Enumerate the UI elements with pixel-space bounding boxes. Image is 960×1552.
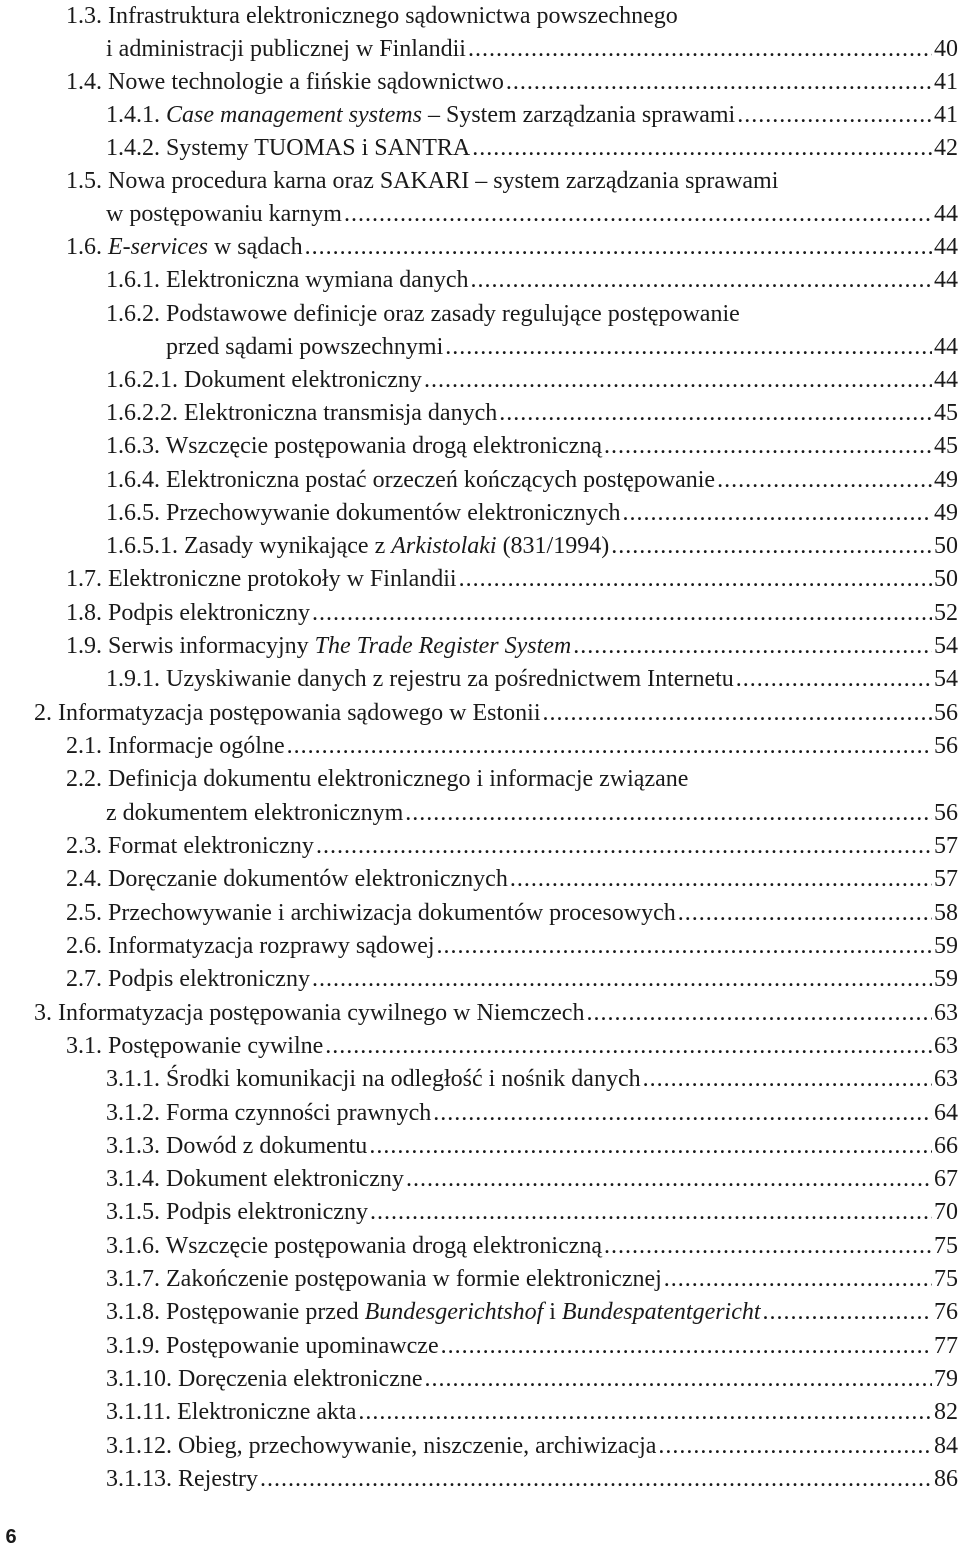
toc-page-number: 56 xyxy=(934,733,958,759)
toc-entry-title-text: Postępowanie przed xyxy=(166,1299,365,1325)
toc-page-number: 42 xyxy=(934,135,958,161)
toc-dot-leader xyxy=(643,1063,932,1096)
toc-entry-title xyxy=(66,763,688,796)
toc-entry xyxy=(0,1196,960,1229)
toc-dot-leader xyxy=(471,264,932,297)
toc-page-number: 59 xyxy=(934,966,958,992)
toc-entry xyxy=(0,1296,960,1329)
toc-entry-title xyxy=(66,730,285,763)
toc-entry-number: 3.1.4. xyxy=(106,1166,160,1192)
toc-entry-title-text: Infrastruktura elektronicznego sądownictwa powszechnego xyxy=(108,3,678,29)
toc-entry-title xyxy=(106,430,602,463)
toc-entry-title xyxy=(106,797,403,830)
toc-entry-title-text: Elektroniczna postać orzeczeń kończących postępowanie xyxy=(166,467,716,493)
toc-entry-number: 3.1.11. xyxy=(106,1399,172,1425)
toc-page-number: 52 xyxy=(934,600,958,626)
toc-entry-number: 2.3. xyxy=(66,833,102,859)
toc-entry-number: 2.4. xyxy=(66,866,102,892)
toc-dot-leader xyxy=(678,897,932,930)
toc-entry-number: 1.4.2. xyxy=(106,135,160,161)
toc-entry xyxy=(0,530,960,563)
toc-entry xyxy=(0,66,960,99)
toc-entry-number: 2.5. xyxy=(66,900,102,926)
toc-page-number: 44 xyxy=(934,367,958,393)
toc-entry-title xyxy=(106,1330,439,1363)
toc-entry-title-text: Wszczęcie postępowania drogą elektroniczną xyxy=(165,1233,603,1259)
toc-page-number: 82 xyxy=(934,1399,958,1425)
toc-page-number: 58 xyxy=(934,900,958,926)
toc-dot-leader xyxy=(287,730,932,763)
toc-entry-title-text: Obieg, przechowywanie, niszczenie, archiwizacja xyxy=(178,1433,657,1459)
toc-entry-title xyxy=(66,630,571,663)
toc-dot-leader xyxy=(499,397,932,430)
toc-entry-title-text: Elektroniczne protokoły w Finlandii xyxy=(108,566,457,592)
toc-dot-leader xyxy=(604,1230,932,1263)
toc-entry-number: 3.1.6. xyxy=(106,1233,160,1259)
toc-dot-leader xyxy=(424,364,932,397)
toc-entry-title xyxy=(106,1097,431,1130)
toc-entry-number: 1.8. xyxy=(66,600,102,626)
toc-entry-title-text: Elektroniczna wymiana danych xyxy=(166,267,469,293)
toc-entry xyxy=(0,697,960,730)
toc-entry xyxy=(0,264,960,297)
toc-entry-title-text: Dowód z dokumentu xyxy=(166,1133,368,1159)
toc-entry-number: 3. xyxy=(34,1000,52,1026)
toc-entry-title xyxy=(106,99,735,132)
toc-page-number: 44 xyxy=(934,334,958,360)
toc-page-number: 67 xyxy=(934,1166,958,1192)
toc-page-number: 44 xyxy=(934,267,958,293)
toc-entry-title-text: przed sądami powszechnymi xyxy=(166,334,444,360)
toc-entry-title-text: Podpis elektroniczny xyxy=(108,966,310,992)
toc-entry-title-text: Informatyzacja postępowania cywilnego w Niemczech xyxy=(58,1000,585,1026)
toc-entry-title xyxy=(106,364,422,397)
toc-entry-number: 1.5. xyxy=(66,168,102,194)
toc-entry-number: 2.7. xyxy=(66,966,102,992)
toc-entry xyxy=(0,663,960,696)
toc-dot-leader xyxy=(737,99,932,132)
toc-entry xyxy=(0,1063,960,1096)
toc-page-number: 84 xyxy=(934,1433,958,1459)
toc-entry xyxy=(0,1463,960,1496)
toc-entry xyxy=(0,797,960,830)
toc-entry xyxy=(0,99,960,132)
toc-entry-title-text: Rejestry xyxy=(178,1466,258,1492)
toc-entry-title xyxy=(166,331,443,364)
toc-entry-number: 3.1.9. xyxy=(106,1333,160,1359)
toc-entry-number: 3.1.1. xyxy=(106,1066,160,1092)
toc-page-number: 57 xyxy=(934,866,958,892)
toc-entry-number: 3.1.7. xyxy=(106,1266,160,1292)
toc-dot-leader xyxy=(510,863,932,896)
toc-dot-leader xyxy=(604,430,932,463)
toc-entry-title xyxy=(66,231,303,264)
toc-page-number: 49 xyxy=(934,467,958,493)
toc-entry-title-text: Informatyzacja rozprawy sądowej xyxy=(108,933,435,959)
toc-entry-title-text: Środki komunikacji na odległość i nośnik danych xyxy=(166,1066,641,1092)
toc-page-number: 70 xyxy=(934,1199,958,1225)
toc-entry-title-text: Podstawowe definicje oraz zasady regulujące postępowanie xyxy=(166,301,740,327)
toc-entry-title-text: Dokument elektroniczny xyxy=(184,367,422,393)
toc-entry xyxy=(0,132,960,165)
toc-entry xyxy=(0,430,960,463)
toc-dot-leader xyxy=(468,33,932,66)
toc-entry-title xyxy=(34,997,584,1030)
toc-entry-title xyxy=(106,1463,258,1496)
toc-entry-number: 2.1. xyxy=(66,733,102,759)
toc-entry-title xyxy=(106,1163,404,1196)
toc-entry-title xyxy=(106,397,497,430)
toc-entry-title xyxy=(66,597,310,630)
toc-page-number: 77 xyxy=(934,1333,958,1359)
toc-dot-leader xyxy=(506,66,932,99)
toc-entry-title-text: Informacje ogólne xyxy=(108,733,285,759)
toc-dot-leader xyxy=(433,1097,932,1130)
toc-dot-leader xyxy=(573,630,932,663)
toc-entry-number: 1.6.2.1. xyxy=(106,367,178,393)
toc-dot-leader xyxy=(664,1263,932,1296)
toc-dot-leader xyxy=(611,530,932,563)
toc-page-number: 64 xyxy=(934,1100,958,1126)
toc-entry-title-italic: Case management systems xyxy=(166,102,422,128)
toc-entry xyxy=(0,165,960,198)
toc-dot-leader xyxy=(316,830,932,863)
toc-entry-number: 1.3. xyxy=(66,3,102,29)
toc-page-number: 79 xyxy=(934,1366,958,1392)
toc-entry-title xyxy=(66,66,504,99)
toc-dot-leader xyxy=(260,1463,932,1496)
toc-page-number: 41 xyxy=(934,69,958,95)
toc-page-number: 57 xyxy=(934,833,958,859)
toc-dot-leader xyxy=(312,597,932,630)
toc-page-number: 66 xyxy=(934,1133,958,1159)
toc-entry-title xyxy=(66,863,508,896)
toc-entry-number: 2. xyxy=(34,700,52,726)
toc-page-number: 86 xyxy=(934,1466,958,1492)
toc-entry-number: 3.1.3. xyxy=(106,1133,160,1159)
toc-dot-leader xyxy=(472,132,932,165)
toc-entry-title xyxy=(106,663,734,696)
toc-entry xyxy=(0,897,960,930)
toc-entry-title-italic: Arkistolaki xyxy=(391,533,497,559)
toc-entry-title xyxy=(106,1363,423,1396)
toc-entry-title-italic: Bundespatentgericht xyxy=(561,1299,761,1325)
toc-dot-leader xyxy=(425,1363,932,1396)
toc-entry xyxy=(0,730,960,763)
toc-entry-title xyxy=(106,198,342,231)
toc-entry xyxy=(0,397,960,430)
toc-entry-title xyxy=(34,697,541,730)
toc-entry xyxy=(0,1097,960,1130)
toc-dot-leader xyxy=(623,497,932,530)
toc-entry-title xyxy=(66,1030,323,1063)
toc-entry-number: 1.7. xyxy=(66,566,102,592)
toc-entry-number: 1.6.3. xyxy=(106,433,160,459)
toc-entry-number: 3.1.12. xyxy=(106,1433,172,1459)
toc-entry-number: 1.6.5. xyxy=(106,500,160,526)
toc-entry xyxy=(0,464,960,497)
toc-entry-title-text: Przechowywanie i archiwizacja dokumentów procesowych xyxy=(108,900,676,926)
toc-entry xyxy=(0,1230,960,1263)
toc-entry-title xyxy=(106,1430,656,1463)
toc-entry xyxy=(0,763,960,796)
toc-entry-title-text: Wszczęcie postępowania drogą elektroniczną xyxy=(165,433,603,459)
toc-page-number: 75 xyxy=(934,1233,958,1259)
toc-entry xyxy=(0,331,960,364)
toc-page-number: 50 xyxy=(934,566,958,592)
toc-page-number: 76 xyxy=(934,1299,958,1325)
toc-entry-number: 1.4. xyxy=(66,69,102,95)
toc-entry-title-text: Elektroniczne akta xyxy=(177,1399,357,1425)
toc-entry-title-text: Nowa procedura karna oraz SAKARI – system zarządzania sprawami xyxy=(108,168,779,194)
toc-entry xyxy=(0,497,960,530)
toc-entry-title-text: Informatyzacja postępowania sądowego w Estonii xyxy=(58,700,541,726)
toc-entry-title xyxy=(106,132,470,165)
toc-entry xyxy=(0,863,960,896)
toc-entry-title-text: Forma czynności prawnych xyxy=(166,1100,432,1126)
toc-dot-leader xyxy=(358,1396,932,1429)
toc-entry-title-text: Uzyskiwanie danych z rejestru za pośrednictwem Internetu xyxy=(166,666,734,692)
toc-entry xyxy=(0,830,960,863)
toc-entry xyxy=(0,33,960,66)
toc-dot-leader xyxy=(445,331,932,364)
toc-entry-title xyxy=(66,897,676,930)
toc-page-number: 49 xyxy=(934,500,958,526)
toc-entry xyxy=(0,1363,960,1396)
toc-page-number: 56 xyxy=(934,700,958,726)
toc-entry-title-italic: E-services xyxy=(108,234,208,260)
toc-entry-title xyxy=(66,0,678,33)
toc-entry-title xyxy=(66,930,435,963)
toc-page-number: 44 xyxy=(934,234,958,260)
toc-entry-title-text: w postępowaniu karnym xyxy=(106,201,342,227)
toc-entry-number: 3.1.2. xyxy=(106,1100,160,1126)
toc-entry-number: 3.1.13. xyxy=(106,1466,172,1492)
toc-entry-title xyxy=(106,497,621,530)
toc-entry-title-text: z dokumentem elektronicznym xyxy=(106,800,404,826)
toc-entry-title-text: Podpis elektroniczny xyxy=(108,600,310,626)
toc-page-number: 75 xyxy=(934,1266,958,1292)
toc-page-number: 50 xyxy=(934,533,958,559)
toc-entry-number: 1.9.1. xyxy=(106,666,160,692)
toc-page-number: 44 xyxy=(934,201,958,227)
toc-entry-title-text: Format elektroniczny xyxy=(108,833,314,859)
toc-entry xyxy=(0,298,960,331)
toc-entry-title-text: i administracji publicznej w Finlandii xyxy=(106,36,466,62)
toc-entry-title-text: w sądach xyxy=(207,234,303,260)
toc-entry-title-text: Doręczenia elektroniczne xyxy=(178,1366,423,1392)
toc-entry-title-text: Elektroniczna transmisja danych xyxy=(184,400,498,426)
toc-entry xyxy=(0,364,960,397)
toc-dot-leader xyxy=(369,1130,932,1163)
toc-entry-title xyxy=(106,1230,602,1263)
toc-entry-number: 3.1. xyxy=(66,1033,102,1059)
toc-entry xyxy=(0,963,960,996)
toc-entry-title-text: Dokument elektroniczny xyxy=(166,1166,404,1192)
toc-dot-leader xyxy=(405,797,932,830)
toc-entry-title xyxy=(106,264,469,297)
toc-entry-title-text: Definicja dokumentu elektronicznego i informacje związane xyxy=(108,766,689,792)
toc-entry xyxy=(0,0,960,33)
toc-entry-title xyxy=(106,1130,367,1163)
toc-page-number: 40 xyxy=(934,36,958,62)
toc-entry-title xyxy=(106,1063,641,1096)
toc-entry xyxy=(0,1263,960,1296)
toc-dot-leader xyxy=(543,697,932,730)
toc-dot-leader xyxy=(717,464,932,497)
toc-entry xyxy=(0,1130,960,1163)
toc-entry-title xyxy=(66,830,314,863)
toc-entry-number: 3.1.5. xyxy=(106,1199,160,1225)
toc-dot-leader xyxy=(459,563,932,596)
toc-entry-title xyxy=(106,1196,368,1229)
toc-entry-number: 1.6.2. xyxy=(106,301,160,327)
toc-entry-number: 1.4.1. xyxy=(106,102,160,128)
toc-entry xyxy=(0,1330,960,1363)
toc-entry-title xyxy=(66,165,778,198)
toc-dot-leader xyxy=(658,1430,932,1463)
toc-page-number: 45 xyxy=(934,400,958,426)
toc-entry xyxy=(0,1163,960,1196)
toc-dot-leader xyxy=(305,231,932,264)
toc-entry-title xyxy=(106,1263,662,1296)
toc-entry-title-text: Serwis informacyjny xyxy=(108,633,315,659)
toc-entry-title xyxy=(106,530,609,563)
toc-entry xyxy=(0,930,960,963)
toc-entry-title xyxy=(106,298,740,331)
toc-entry-title-italic: The Trade Register System xyxy=(314,633,572,659)
toc-entry-title-text: Zakończenie postępowania w formie elektronicznej xyxy=(166,1266,662,1292)
toc-entry-title xyxy=(106,1396,356,1429)
toc-page-number: 41 xyxy=(934,102,958,128)
toc-entry-title-text: i xyxy=(543,1299,562,1325)
toc-entry-number: 1.6.2.2. xyxy=(106,400,178,426)
toc-entry xyxy=(0,630,960,663)
page-number: 6 xyxy=(5,1526,17,1548)
toc-entry-title-text: Postępowanie upominawcze xyxy=(166,1333,439,1359)
toc-entry-title xyxy=(106,1296,761,1329)
toc-entry-number: 1.9. xyxy=(66,633,102,659)
toc-entry-number: 1.6.4. xyxy=(106,467,160,493)
toc-entry xyxy=(0,231,960,264)
toc-dot-leader xyxy=(736,663,932,696)
toc-dot-leader xyxy=(586,997,932,1030)
toc-page-number: 45 xyxy=(934,433,958,459)
toc-entry-title xyxy=(66,563,457,596)
toc-entry-number: 1.6. xyxy=(66,234,102,260)
toc-page-number: 63 xyxy=(934,1000,958,1026)
toc-entry-title-text: Zasady wynikające z xyxy=(184,533,392,559)
toc-entry xyxy=(0,1396,960,1429)
toc-entry xyxy=(0,563,960,596)
toc-entry xyxy=(0,997,960,1030)
toc-page-number: 63 xyxy=(934,1033,958,1059)
toc-dot-leader xyxy=(763,1296,932,1329)
toc-entry-title-text: Postępowanie cywilne xyxy=(108,1033,324,1059)
toc-entry-title-text: – System zarządzania sprawami xyxy=(421,102,736,128)
toc-entry-title-text: Przechowywanie dokumentów elektronicznych xyxy=(166,500,621,526)
toc-dot-leader xyxy=(312,963,932,996)
toc-entry-title-italic: Bundesgerichtshof xyxy=(364,1299,544,1325)
toc-entry xyxy=(0,198,960,231)
toc-page-number: 63 xyxy=(934,1066,958,1092)
toc-entry-title-text: Nowe technologie a fińskie sądownictwo xyxy=(108,69,504,95)
toc-entry-number: 3.1.8. xyxy=(106,1299,160,1325)
toc-entry xyxy=(0,1430,960,1463)
toc-page-number: 56 xyxy=(934,800,958,826)
toc-entry-number: 1.6.5.1. xyxy=(106,533,178,559)
toc-page-number: 54 xyxy=(934,666,958,692)
toc-dot-leader xyxy=(437,930,932,963)
toc-entry-title xyxy=(106,464,715,497)
toc-entry-title xyxy=(106,33,466,66)
toc-page-number: 54 xyxy=(934,633,958,659)
toc-entry-title-text: Doręczanie dokumentów elektronicznych xyxy=(108,866,508,892)
toc-entry-title-text: (831/1994) xyxy=(496,533,610,559)
toc-dot-leader xyxy=(406,1163,932,1196)
toc-entry-number: 1.6.1. xyxy=(106,267,160,293)
toc-entry-title-text: Systemy TUOMAS i SANTRA xyxy=(166,135,471,161)
toc-dot-leader xyxy=(325,1030,932,1063)
toc-entry-title-text: Podpis elektroniczny xyxy=(166,1199,368,1225)
toc-entry-number: 2.2. xyxy=(66,766,102,792)
toc-entry xyxy=(0,1030,960,1063)
toc-entry-number: 3.1.10. xyxy=(106,1366,172,1392)
toc-dot-leader xyxy=(344,198,932,231)
toc-entry-number: 2.6. xyxy=(66,933,102,959)
toc-dot-leader xyxy=(441,1330,932,1363)
toc-entry xyxy=(0,597,960,630)
toc-dot-leader xyxy=(370,1196,932,1229)
toc-entry-title xyxy=(66,963,310,996)
toc-page-number: 59 xyxy=(934,933,958,959)
